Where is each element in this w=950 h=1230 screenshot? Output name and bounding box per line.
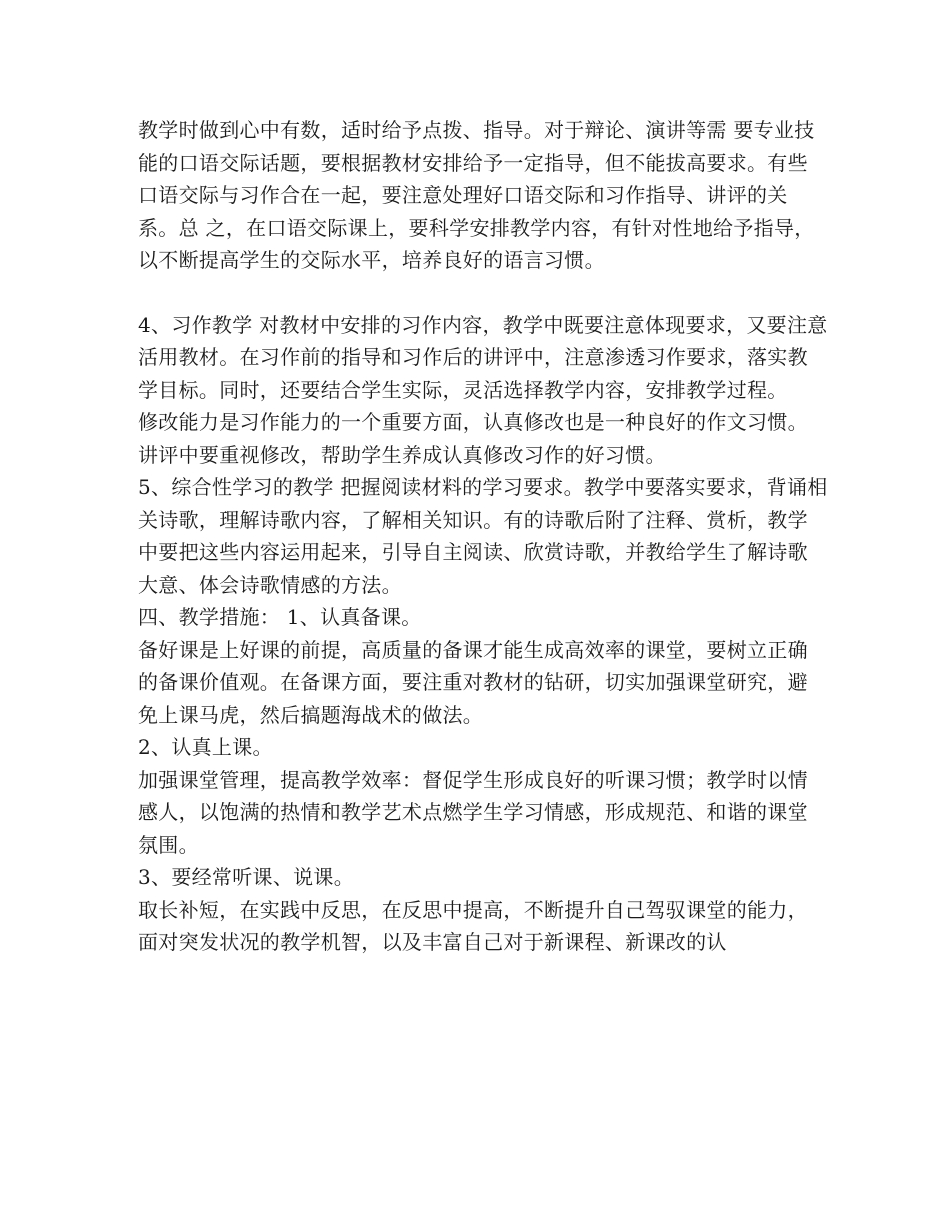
document-body xyxy=(138,114,828,959)
paragraph-revision-ability: 修改能力是习作能力的一个重要方面，认真修改也是一种良好的作文习惯。讲评中要重视修改，帮助学生养成认真修改习作的好习惯。 xyxy=(138,410,808,467)
heading-teach-carefully: 2、认真上课。 xyxy=(138,735,273,759)
paragraph-oral-communication: 教学时做到心中有数，适时给予点拨、指导。对于辩论、演讲等需 要专业技能的口语交际话题，要根据教材安排给予一定指导，但不能拔高要求。有些口语交际与习作合在一起，要注意处理好口语交际和习作指导、讲评的关系。总 之，在口语交际课上，要科学安排教学内容，有针对性地给予指导，以不断提高学生的交际水平，培养良好的语言习惯。 xyxy=(138,118,815,272)
paragraph-writing-teaching: 4、习作教学 对教材中安排的习作内容，教学中既要注意体现要求，又要注意活用教材。在习作前的指导和习作后的讲评中，注意渗透习作要求，落实教学目标。同时，还要结合学生实际，灵活选择教学内容，安排教学过程。 xyxy=(138,312,828,402)
paragraph-comprehensive-learning: 5、综合性学习的教学 把握阅读材料的学习要求。教学中要落实要求，背诵相关诗歌，理解诗歌内容，了解相关知识。有的诗歌后附了注释、赏析，教学中要把这些内容运用起来，引导自主阅读、欣赏诗歌，并教给学生了解诗歌大意、体会诗歌情感的方法。 xyxy=(138,475,828,597)
paragraph-classroom-management: 加强课堂管理，提高教学效率：督促学生形成良好的听课习惯；教学时以情感人，以饱满的热情和教学艺术点燃学生学习情感，形成规范、和谐的课堂氛围。 xyxy=(138,767,808,857)
paragraph-gap xyxy=(138,277,828,309)
heading-teaching-measures: 四、教学措施： 1、认真备课。 xyxy=(138,605,422,629)
heading-observe-lessons: 3、要经常听课、说课。 xyxy=(138,865,355,889)
paragraph-lesson-preparation: 备好课是上好课的前提，高质量的备课才能生成高效率的课堂，要树立正确的备课价值观。在备课方面，要注重对教材的钻研，切实加强课堂研究，避免上课马虎，然后搞题海战术的做法。 xyxy=(138,637,808,727)
paragraph-reflection: 取长补短，在实践中反思，在反思中提高，不断提升自己驾驭课堂的能力，面对突发状况的教学机智，以及丰富自己对于新课程、新课改的认 xyxy=(138,897,808,954)
